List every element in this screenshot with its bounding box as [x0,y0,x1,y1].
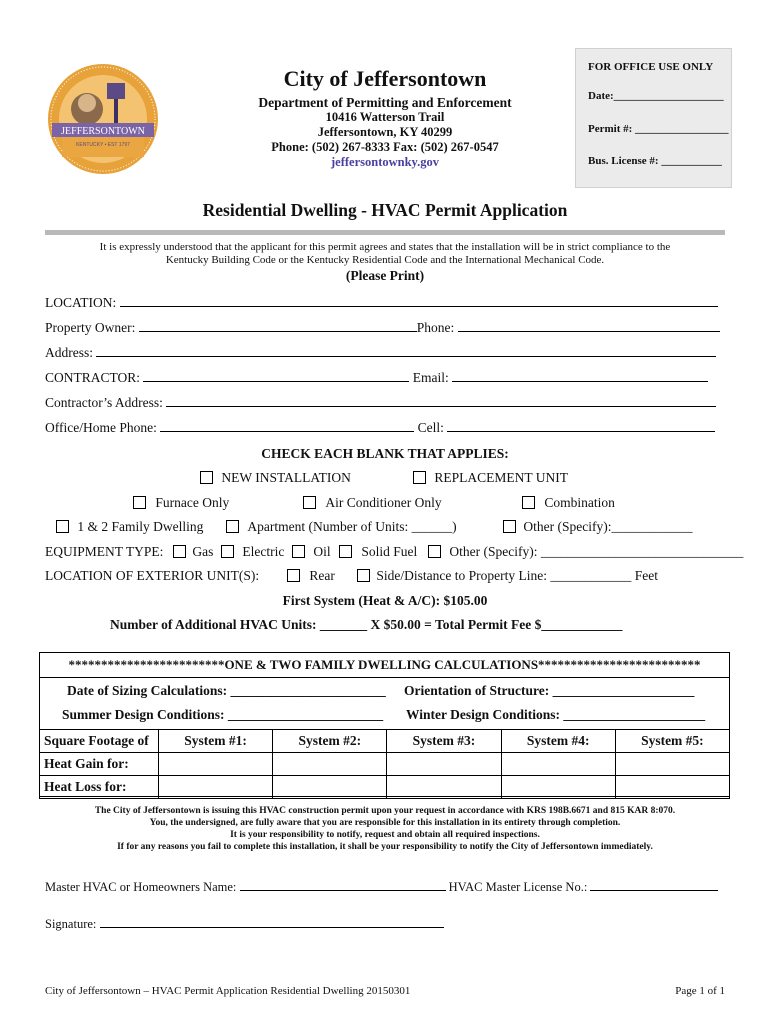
solid-fuel-checkbox[interactable] [339,545,352,558]
office-license: Bus. License #: ___________ [588,155,722,167]
header-system-5: System #5: [615,730,729,753]
seal-subtext: KENTUCKY • EST 1797 [76,142,130,148]
heat-gain-label: Heat Gain for: [40,753,159,776]
gas-checkbox[interactable] [173,545,186,558]
new-installation-label: NEW INSTALLATION [221,470,351,485]
additional-units-fee: Number of Additional HVAC Units: _______ X $50.00 = Total Permit Fee $____________ [110,617,623,632]
apartment-label: Apartment (Number of Units: ______) [247,519,457,534]
seal-text: JEFFERSONTOWN [61,126,145,137]
heat-gain-cell-5[interactable] [615,753,729,776]
table-row [40,753,730,776]
furnace-only-checkbox[interactable] [133,496,146,509]
header-system-2: System #2: [273,730,387,753]
air-conditioner-label: Air Conditioner Only [325,495,442,510]
title-divider [45,230,725,235]
heat-loss-cell-3[interactable] [387,776,501,799]
notice-line-3: It is your responsibility to notify, request and obtain all required inspections. [230,830,540,840]
heat-gain-cell-2[interactable] [273,753,387,776]
office-phone-field[interactable] [160,431,414,432]
notice-line-4: If for any reasons you fail to complete this installation, it shall be your responsibility to notify the City of Jeffersontown immediately. [117,842,653,852]
property-owner-field[interactable] [139,331,417,332]
winter-conditions-field[interactable]: Winter Design Conditions: _____________________ [406,707,706,722]
air-conditioner-checkbox[interactable] [303,496,316,509]
header-system-4: System #4: [501,730,615,753]
calculations-table [39,729,730,799]
office-title: FOR OFFICE USE ONLY [588,61,714,73]
footer-left: City of Jeffersontown – HVAC Permit Application Residential Dwelling 20150301 [45,985,411,997]
notice-line-2: You, the undersigned, are fully aware that you are responsible for this installation in its entirety through completion. [149,818,621,828]
banner-divider [39,677,730,678]
cell-field[interactable] [447,431,715,432]
intro-line-1: It is expressly understood that the applicant for this permit agrees and states that the installation will be in strict compliance to the [99,241,671,253]
electric-label: Electric [242,544,285,559]
gas-label: Gas [192,544,214,559]
exterior-location-label: LOCATION OF EXTERIOR UNIT(S): [45,568,260,583]
replacement-unit-label: REPLACEMENT UNIT [434,470,568,485]
oil-label: Oil [313,544,331,559]
notice-line-1: The City of Jeffersontown is issuing this HVAC construction permit upon your request in accordance with KRS 198B.6671 and 815 KAR 8:070. [94,806,676,816]
family-dwelling-label: 1 & 2 Family Dwelling [77,519,204,534]
department-name: Department of Permitting and Enforcement [258,95,512,110]
form-title: Residential Dwelling - HVAC Permit Application [202,200,568,220]
footer-page-number: Page 1 of 1 [675,985,725,997]
office-date: Date:____________________ [588,90,724,102]
table-header-row [40,730,730,753]
sizing-date-field[interactable]: Date of Sizing Calculations: _______________________ [67,683,386,698]
heat-gain-cell-1[interactable] [159,753,273,776]
solid-fuel-label: Solid Fuel [361,544,418,559]
family-dwelling-checkbox[interactable] [56,520,69,533]
office-permit: Permit #: _________________ [588,123,729,135]
table-row [40,776,730,799]
calculations-banner: ************************ONE & TWO FAMILY DWELLING CALCULATIONS************************* [68,657,701,672]
address-line-2: Jeffersontown, KY 40299 [317,125,453,139]
address-field[interactable] [96,356,716,357]
license-no-field[interactable] [590,890,718,891]
summer-conditions-field[interactable]: Summer Design Conditions: _______________________ [62,707,384,722]
heat-loss-cell-5[interactable] [615,776,729,799]
equipment-type-label: EQUIPMENT TYPE: [45,544,164,559]
new-installation-checkbox[interactable] [200,471,213,484]
header-system-1: System #1: [159,730,273,753]
email-field[interactable] [452,381,708,382]
contractor-address-field[interactable] [166,406,716,407]
cell-label: Cell: [417,420,444,435]
intro-line-2: Kentucky Building Code or the Kentucky Residential Code and the International Mechanical Code. [165,254,605,266]
combination-label: Combination [544,495,615,510]
rear-checkbox[interactable] [287,569,300,582]
city-title: City of Jeffersontown [283,66,487,91]
combination-checkbox[interactable] [522,496,535,509]
contractor-label: CONTRACTOR: [45,370,141,385]
contractor-address-label: Contractor’s Address: [45,395,163,410]
other-equipment-label: Other (Specify): ______________________________ [449,544,744,559]
first-system-fee: First System (Heat & A/C): $105.00 [282,593,488,608]
header-system-3: System #3: [387,730,501,753]
side-distance-checkbox[interactable] [357,569,370,582]
property-owner-label: Property Owner: [45,320,136,335]
signature-label: Signature: [45,917,97,931]
heat-loss-cell-2[interactable] [273,776,387,799]
heat-loss-cell-4[interactable] [501,776,615,799]
location-field[interactable] [120,306,718,307]
contractor-field[interactable] [143,381,409,382]
phone-label: Phone: [416,320,455,335]
orientation-field[interactable]: Orientation of Structure: _____________________ [404,683,695,698]
master-name-label: Master HVAC or Homeowners Name: [45,880,237,894]
office-phone-label: Office/Home Phone: [45,420,157,435]
email-label: Email: [412,370,449,385]
apartment-checkbox[interactable] [226,520,239,533]
side-distance-label: Side/Distance to Property Line: ____________ Feet [376,568,658,583]
heat-gain-cell-3[interactable] [387,753,501,776]
electric-checkbox[interactable] [221,545,234,558]
header-square-footage: Square Footage of [40,730,159,753]
replacement-unit-checkbox[interactable] [413,471,426,484]
phone-field[interactable] [458,331,720,332]
other-dwelling-label: Other (Specify):____________ [523,519,693,534]
phone-fax: Phone: (502) 267-8333 Fax: (502) 267-0547 [271,140,499,154]
address-line-1: 10416 Watterson Trail [325,110,445,124]
heat-gain-cell-4[interactable] [501,753,615,776]
furnace-only-label: Furnace Only [155,495,230,510]
city-seal-logo [47,63,159,175]
signature-field[interactable] [100,927,444,928]
master-name-field[interactable] [240,890,446,891]
check-heading: CHECK EACH BLANK THAT APPLIES: [261,446,509,461]
website-link[interactable]: jeffersontownky.gov [331,155,439,169]
please-print: (Please Print) [345,268,425,283]
rear-label: Rear [309,568,335,583]
heat-loss-cell-1[interactable] [159,776,273,799]
oil-checkbox[interactable] [292,545,305,558]
license-no-label: HVAC Master License No.: [448,880,588,894]
location-label: LOCATION: [45,295,117,310]
other-dwelling-checkbox[interactable] [503,520,516,533]
other-equipment-checkbox[interactable] [428,545,441,558]
address-label: Address: [45,345,93,360]
office-use-box [575,48,732,188]
heat-loss-label: Heat Loss for: [40,776,159,799]
